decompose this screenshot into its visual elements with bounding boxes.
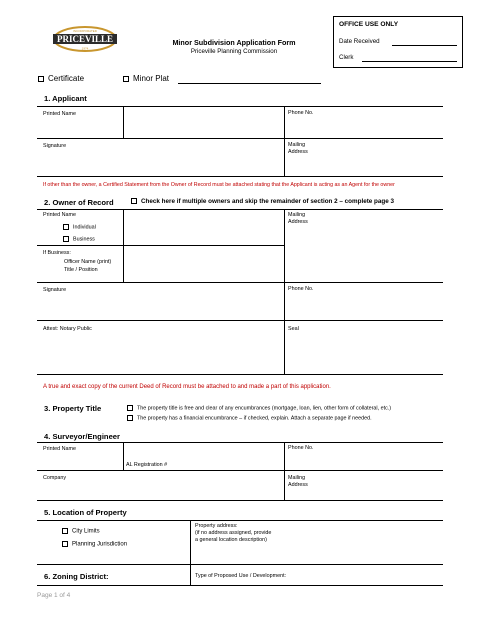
surveyor-company-label: Company <box>43 475 67 481</box>
business-label: Business <box>73 236 95 243</box>
multiple-owners-option[interactable] <box>131 198 394 205</box>
city-limits-label: City Limits <box>72 528 100 535</box>
notary-field[interactable] <box>110 321 283 373</box>
property-address-field[interactable] <box>280 521 442 563</box>
al-registration-label: AL Registration # <box>126 462 168 468</box>
minor-plat-option[interactable] <box>123 74 169 83</box>
applicant-signature-label: Signature <box>43 143 67 149</box>
surveyor-printed-name-label: Printed Name <box>43 446 76 452</box>
individual-option[interactable] <box>63 224 96 231</box>
owner-signature-label: Signature <box>43 287 67 293</box>
applicant-agent-note: If other than the owner, a Certified Statement from the Owner of Record must be attached stating that the Applicant is acting as an Agent for the owner <box>43 182 395 188</box>
title-encumbrance-option[interactable] <box>127 415 372 422</box>
property-address-note-2: a general location description) <box>195 537 267 543</box>
zoning-district-field[interactable] <box>130 565 189 584</box>
applicant-printed-name-label: Printed Name <box>43 111 76 117</box>
applicant-phone-field[interactable] <box>318 107 442 137</box>
surveyor-mailing-label: Mailing Address <box>288 475 308 489</box>
property-address-note-1: (if no address assigned, provide <box>195 530 272 536</box>
owner-mailing-label: Mailing Address <box>288 212 308 226</box>
business-checkbox[interactable] <box>63 236 69 242</box>
surveyor-phone-field[interactable] <box>318 443 442 469</box>
if-business-label: If Business: <box>43 250 71 256</box>
applicant-heading: 1. Applicant <box>44 94 87 103</box>
zoning-heading: 6. Zoning District: <box>44 572 109 581</box>
owner-mailing-field[interactable] <box>318 210 442 281</box>
minor-plat-label: Minor Plat <box>133 74 170 83</box>
surveyor-mailing-field[interactable] <box>318 471 442 499</box>
form-title: Minor Subdivision Application Form <box>172 38 296 47</box>
planning-jurisdiction-option[interactable] <box>62 541 127 549</box>
office-use-title: OFFICE USE ONLY <box>339 21 399 28</box>
deed-note: A true and exact copy of the current Deed of Record must be attached to and made a part of this application. <box>43 384 331 390</box>
planning-jurisdiction-label: Planning Jurisdiction <box>72 541 128 548</box>
multiple-owners-label: Check here if multiple owners and skip the remainder of section 2 – complete page 3 <box>141 198 394 205</box>
location-heading: 5. Location of Property <box>44 508 127 517</box>
title-encumbrance-checkbox[interactable] <box>127 415 133 421</box>
proposed-use-field[interactable] <box>305 565 442 584</box>
date-received-label: Date Received <box>339 38 380 45</box>
owner-signature-field[interactable] <box>85 283 283 319</box>
surveyor-heading: 4. Surveyor/Engineer <box>44 432 120 441</box>
logo-bottom-arc: 1974 <box>81 46 89 51</box>
clerk-field[interactable] <box>362 61 457 62</box>
surveyor-phone-label: Phone No. <box>288 445 314 451</box>
property-title-heading: 3. Property Title <box>44 404 102 413</box>
owner-heading: 2. Owner of Record <box>44 198 114 207</box>
city-limits-checkbox[interactable] <box>62 528 68 534</box>
owner-phone-field[interactable] <box>318 283 442 319</box>
multiple-owners-checkbox[interactable] <box>131 198 137 204</box>
minor-plat-checkbox[interactable] <box>123 76 129 82</box>
planning-jurisdiction-checkbox[interactable] <box>62 541 68 547</box>
applicant-phone-label: Phone No. <box>288 110 314 116</box>
applicant-signature-field[interactable] <box>85 139 283 175</box>
owner-name-field[interactable] <box>124 210 283 244</box>
proposed-use-label: Type of Proposed Use / Development: <box>195 573 287 579</box>
title-free-option[interactable] <box>127 405 391 412</box>
logo-wordmark: PRICEVILLE <box>56 34 114 45</box>
owner-printed-name-label: Printed Name <box>43 212 76 218</box>
individual-label: Individual <box>73 224 96 231</box>
certificate-label: Certificate <box>48 74 85 83</box>
property-address-label: Property address: <box>195 523 238 529</box>
business-option[interactable] <box>63 236 95 243</box>
surveyor-company-field[interactable] <box>80 471 283 499</box>
form-subtitle: Priceville Planning Commission <box>190 48 278 55</box>
city-limits-option[interactable] <box>62 528 100 536</box>
attest-notary-label: Attest: Notary Public <box>43 326 92 332</box>
date-received-field[interactable] <box>392 45 457 46</box>
priceville-logo <box>52 26 118 52</box>
applicant-mailing-label: Mailing Address <box>288 142 308 156</box>
title-free-checkbox[interactable] <box>127 405 133 411</box>
surveyor-name-field[interactable] <box>124 443 283 461</box>
officer-name-field[interactable] <box>124 246 283 281</box>
title-encumbrance-label: The property has a financial encumbrance – if checked, explain. Attach a separate page if needed. <box>137 415 372 422</box>
seal-label: Seal <box>288 326 299 332</box>
minor-plat-line[interactable] <box>178 83 321 84</box>
applicant-name-field[interactable] <box>124 107 283 137</box>
logo-top-arc: INCORPORATED <box>73 29 97 33</box>
owner-phone-label: Phone No. <box>288 286 314 292</box>
office-use-box <box>333 16 463 68</box>
title-position-label: Title / Position <box>64 267 98 273</box>
officer-name-label: Officer Name (print) <box>64 259 112 265</box>
individual-checkbox[interactable] <box>63 224 69 230</box>
certificate-option[interactable] <box>38 74 84 83</box>
applicant-mailing-field[interactable] <box>318 139 442 175</box>
page-number: Page 1 of 4 <box>37 592 71 599</box>
clerk-label: Clerk <box>339 54 354 61</box>
certificate-checkbox[interactable] <box>38 76 44 82</box>
title-free-label: The property title is free and clear of any encumbrances (mortgage, loan, lien, other form of collateral, etc.) <box>137 405 392 412</box>
